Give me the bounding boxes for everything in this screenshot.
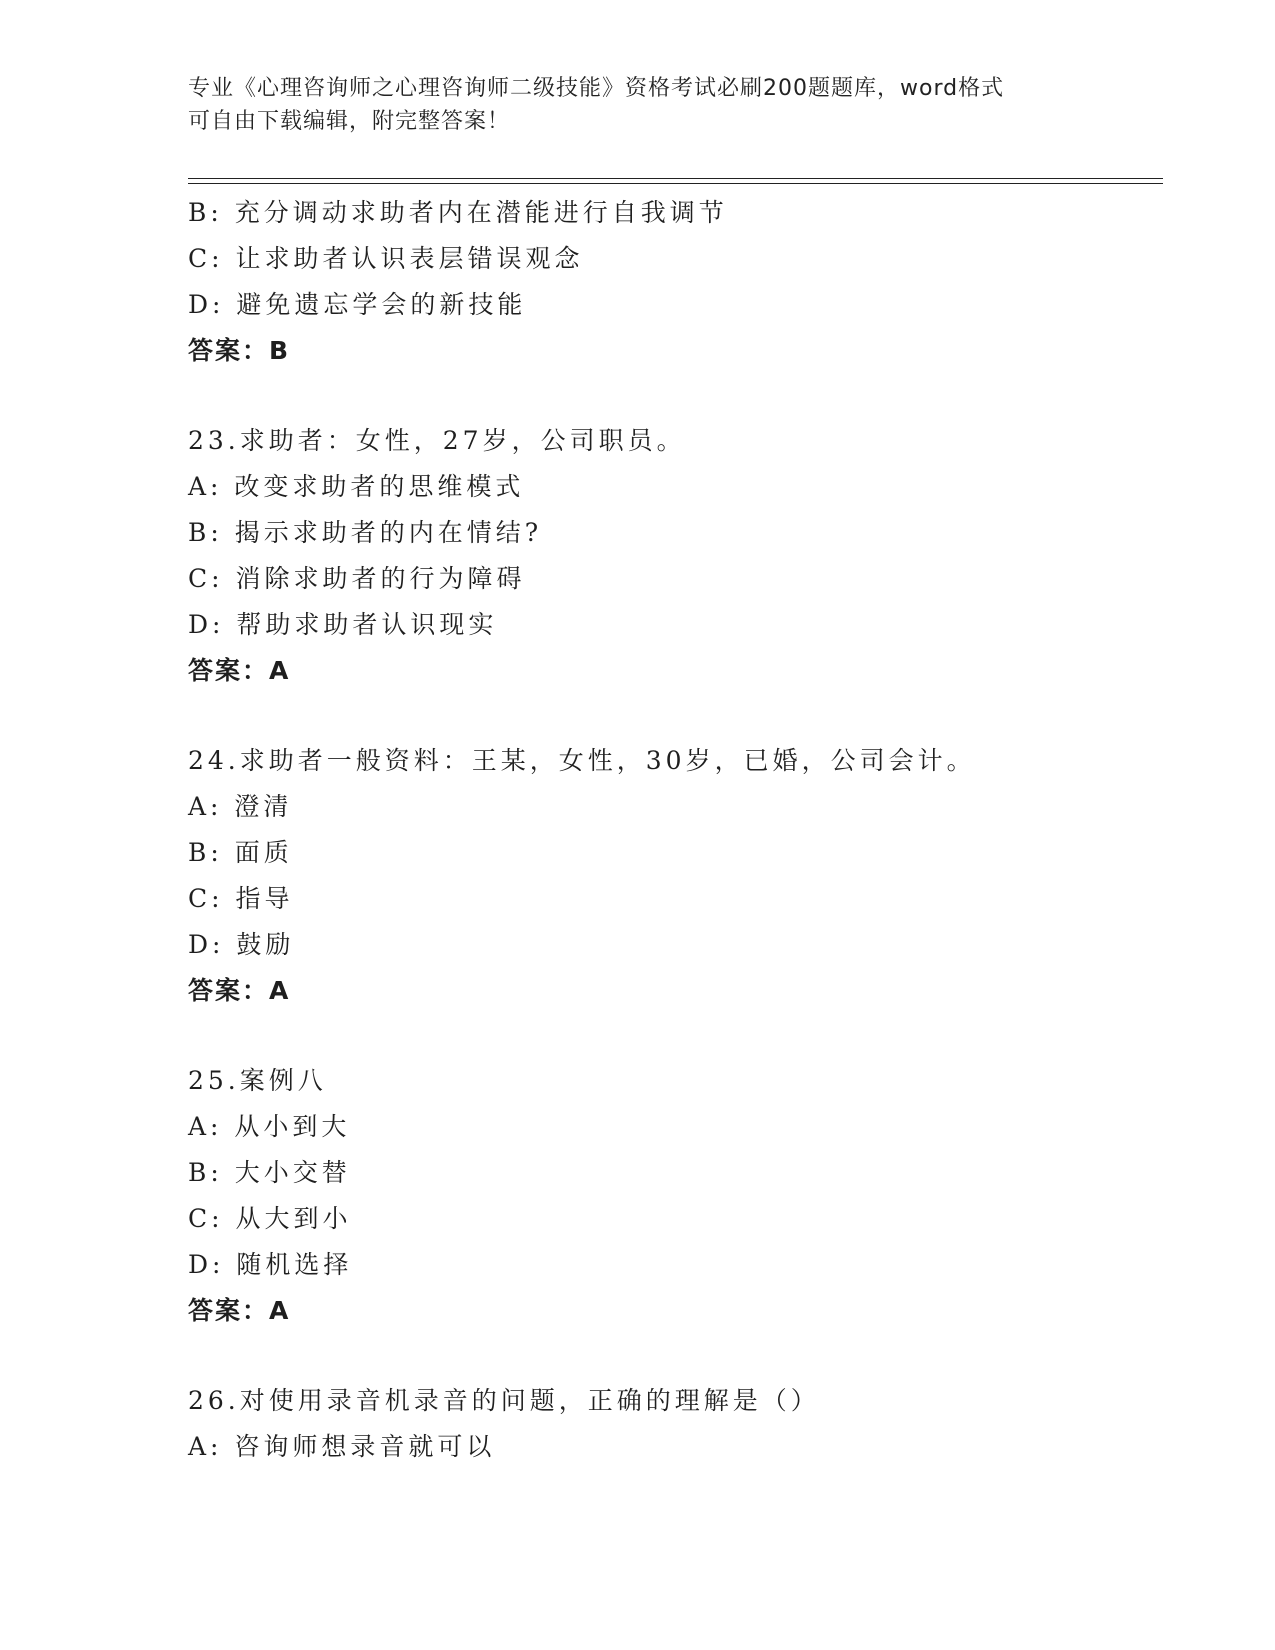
option-d: D: 鼓励 [188,930,295,959]
option-c: C: 让求助者认识表层错误观念 [188,244,584,273]
question-stem: 25.案例八 [188,1066,327,1095]
document-header [188,72,1088,138]
option-a: A: 从小到大 [188,1112,351,1141]
answer-line: 答案：B [188,336,291,365]
option-d: D: 随机选择 [188,1250,353,1279]
option-a: A: 咨询师想录音就可以 [188,1432,496,1461]
question-24 [188,738,1148,1014]
question-spacer [188,694,1148,738]
option-d: D: 帮助求助者认识现实 [188,610,498,639]
option-a: A: 澄清 [188,792,293,821]
question-spacer [188,1334,1148,1378]
option-b: B: 揭示求助者的内在情结? [188,518,543,547]
option-a: A: 改变求助者的思维模式 [188,472,525,501]
question-stem: 24.求助者一般资料：王某，女性，30岁，已婚，公司会计。 [188,746,976,775]
option-d: D: 避免遗忘学会的新技能 [188,290,527,319]
option-b: B: 面质 [188,838,293,867]
header-title-line-1: 专业《心理咨询师之心理咨询师二级技能》资格考试必刷200题题库，word格式 [188,76,1005,101]
option-c: C: 从大到小 [188,1204,352,1233]
option-c: C: 指导 [188,884,294,913]
question-23 [188,418,1148,694]
option-c: C: 消除求助者的行为障碍 [188,564,526,593]
question-22 [188,190,1148,374]
answer-line: 答案：A [188,1296,291,1325]
option-b: B: 大小交替 [188,1158,351,1187]
header-divider-bottom [188,183,1163,184]
header-title-line-2: 可自由下载编辑，附完整答案！ [188,109,511,134]
answer-line: 答案：A [188,976,291,1005]
header-divider-top [188,178,1163,179]
answer-line: 答案：A [188,656,291,685]
question-stem: 23.求助者：女性，27岁，公司职员。 [188,426,686,455]
question-stem: 26.对使用录音机录音的问题，正确的理解是（） [188,1386,820,1415]
question-25 [188,1058,1148,1334]
question-26 [188,1378,1148,1470]
option-b: B: 充分调动求助者内在潜能进行自我调节 [188,198,728,227]
question-list [188,190,1148,1470]
question-spacer [188,1014,1148,1058]
question-spacer [188,374,1148,418]
